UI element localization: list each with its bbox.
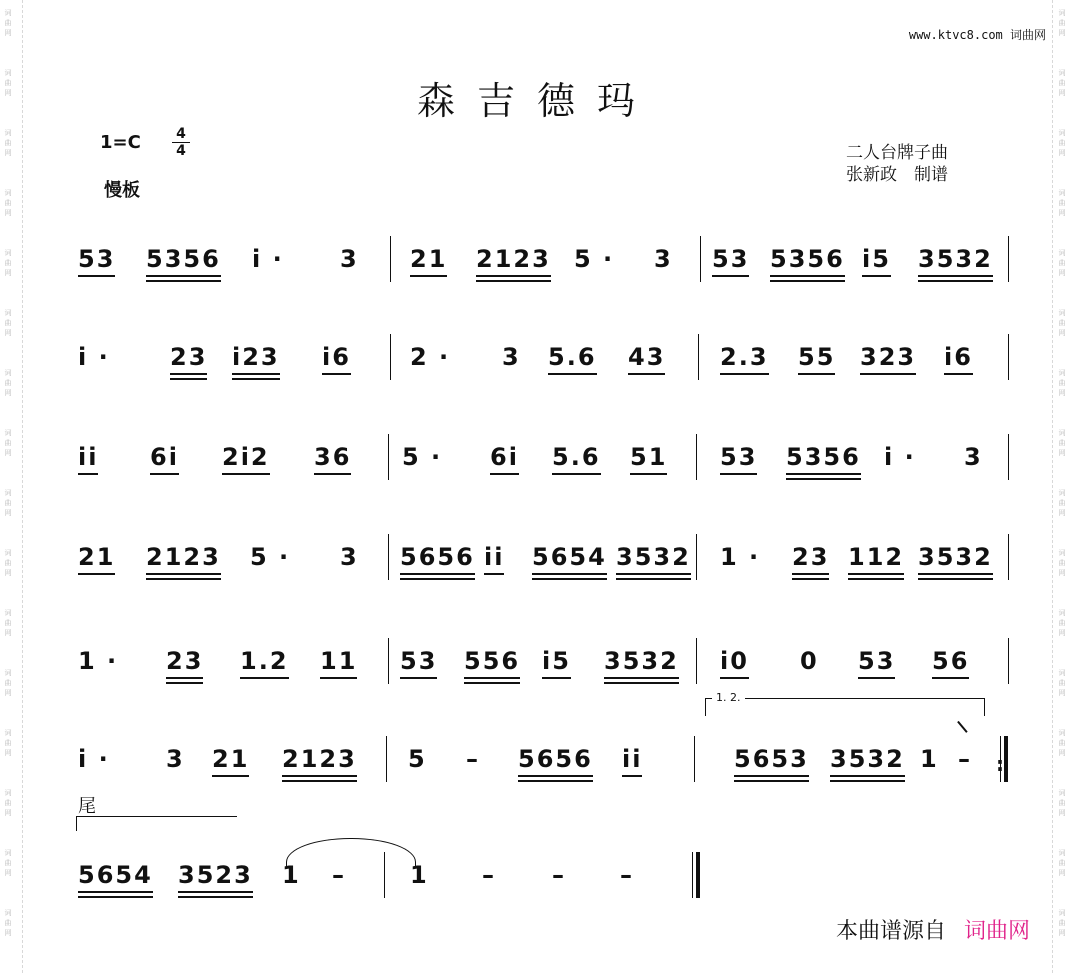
barline [1008, 534, 1009, 580]
note-group: 36 [314, 442, 351, 472]
barline [696, 434, 697, 480]
note-group: 112 [848, 542, 904, 572]
note-group: 2 · [410, 343, 451, 371]
note-group: 3532 [604, 646, 679, 676]
footer-source [836, 914, 1030, 945]
coda-label: 尾 [78, 796, 96, 817]
barline [698, 334, 699, 380]
score-row [0, 848, 1074, 908]
note-group: 53 [858, 646, 895, 676]
note-group: 1 · [720, 543, 761, 571]
watermark-mark: 词 曲 网 [4, 9, 12, 37]
note-group: 5654 [78, 860, 153, 890]
score-row [0, 634, 1074, 694]
note-group: 53 [78, 244, 115, 274]
note-group: i · [252, 245, 284, 273]
barline [388, 534, 389, 580]
watermark-mark: 词 曲 网 [4, 669, 12, 697]
watermark-mark: 词 曲 网 [4, 69, 12, 97]
note-group: 1 [920, 745, 939, 773]
watermark-mark: 词 曲 网 [4, 849, 12, 877]
watermark-mark: 词 曲 网 [1058, 609, 1066, 637]
note-group: 53 [712, 244, 749, 274]
watermark-mark: 词 曲 网 [1058, 549, 1066, 577]
barline [388, 434, 389, 480]
watermark-mark: 词 曲 网 [1058, 489, 1066, 517]
watermark-mark: 词 曲 网 [4, 549, 12, 577]
note-group: 21 [212, 744, 249, 774]
watermark-mark: 词 曲 网 [1058, 669, 1066, 697]
note-group: i · [78, 745, 110, 773]
barline [1008, 638, 1009, 684]
watermark-mark: 词 曲 网 [1058, 369, 1066, 397]
note-group: 1 · [78, 647, 119, 675]
note-group: 2123 [146, 542, 221, 572]
note-group: 5656 [518, 744, 593, 774]
note-group: i6 [322, 342, 351, 372]
note-group: 11 [320, 646, 357, 676]
note-group: i23 [232, 342, 280, 372]
note-group: – [332, 861, 346, 889]
note-group: 23 [170, 342, 207, 372]
note-group: i · [78, 343, 110, 371]
watermark-mark: 词 曲 网 [4, 789, 12, 817]
watermark-mark: 词 曲 网 [1058, 909, 1066, 937]
note-group: 5 · [574, 245, 615, 273]
watermark-mark: 词 曲 网 [4, 189, 12, 217]
note-group: ii [622, 744, 642, 774]
note-group: 6i [150, 442, 179, 472]
note-group: 323 [860, 342, 916, 372]
note-group: 21 [410, 244, 447, 274]
tempo-marking: 慢板 [104, 180, 140, 201]
note-group: – [958, 745, 972, 773]
note-group: – [552, 861, 566, 889]
note-group: 2123 [282, 744, 357, 774]
note-group: ii [78, 442, 98, 472]
barline [390, 236, 391, 282]
note-group: 3532 [830, 744, 905, 774]
note-group: 5653 [734, 744, 809, 774]
watermark-mark: 词 曲 网 [4, 909, 12, 937]
note-group: 3532 [616, 542, 691, 572]
barline [696, 638, 697, 684]
watermark-mark: 词 曲 网 [1058, 789, 1066, 817]
note-group: 5656 [400, 542, 475, 572]
note-group: 3532 [918, 542, 993, 572]
watermark-mark: 词 曲 网 [1058, 249, 1066, 277]
barline [386, 736, 387, 782]
watermark-mark: 词 曲 网 [1058, 69, 1066, 97]
note-group: 55 [798, 342, 835, 372]
note-group: 53 [400, 646, 437, 676]
note-group: 5356 [146, 244, 221, 274]
note-group: – [620, 861, 634, 889]
slur-arc [286, 838, 416, 867]
note-group: 3532 [918, 244, 993, 274]
final-barline [692, 852, 693, 898]
footer-text: 本曲谱源自 [835, 919, 946, 944]
note-group: 53 [720, 442, 757, 472]
note-group: i · [884, 443, 916, 471]
barline [694, 736, 695, 782]
note-group: 5 [408, 745, 427, 773]
note-group: 43 [628, 342, 665, 372]
score-row [0, 430, 1074, 490]
note-group: 2i2 [222, 442, 270, 472]
note-group: 6i [490, 442, 519, 472]
note-group: 2123 [476, 244, 551, 274]
barline [700, 236, 701, 282]
note-group: i5 [542, 646, 571, 676]
barline [696, 534, 697, 580]
score-row [0, 530, 1074, 590]
note-group: ii [484, 542, 504, 572]
note-group: 56 [932, 646, 969, 676]
watermark-mark: 词 曲 网 [4, 429, 12, 457]
watermark-mark: 词 曲 网 [1058, 429, 1066, 457]
watermark-mark: 词 曲 网 [1058, 309, 1066, 337]
watermark-mark: 词 曲 网 [1058, 9, 1066, 37]
note-group: 5 · [250, 543, 291, 571]
note-group: 1.2 [240, 646, 289, 676]
watermark-mark: 词 曲 网 [1058, 729, 1066, 757]
score-row [0, 330, 1074, 390]
volta-bracket [705, 691, 985, 716]
time-signature [172, 126, 190, 159]
watermark-mark: 词 曲 网 [4, 129, 12, 157]
note-group: 3523 [178, 860, 253, 890]
watermark-mark: 词 曲 网 [4, 489, 12, 517]
note-group: 1 [410, 861, 429, 889]
repeat-sign: : [996, 752, 1004, 776]
note-group: 5654 [532, 542, 607, 572]
note-group: i5 [862, 244, 891, 274]
note-group: 3 [166, 745, 185, 773]
credit-arranger: 张新政 制谱 [846, 165, 948, 185]
note-group: – [466, 745, 480, 773]
note-group: i6 [944, 342, 973, 372]
key-signature: 1=C [100, 132, 141, 153]
barline [1008, 434, 1009, 480]
note-group: 2.3 [720, 342, 769, 372]
site-url[interactable]: www.ktvc8.com 词曲网 [908, 28, 1046, 42]
note-group: 3 [964, 443, 983, 471]
watermark-mark: 词 曲 网 [1058, 129, 1066, 157]
note-group: – [482, 861, 496, 889]
watermark-mark: 词 曲 网 [4, 369, 12, 397]
note-group: 3 [654, 245, 673, 273]
score-row [0, 232, 1074, 292]
note-group: 3 [502, 343, 521, 371]
watermark-mark: 词 曲 网 [4, 609, 12, 637]
note-group: 5.6 [548, 342, 597, 372]
credit-source: 二人台牌子曲 [846, 143, 948, 163]
note-group: 0 [800, 647, 819, 675]
watermark-mark: 词 曲 网 [4, 729, 12, 757]
note-group: 5 · [402, 443, 443, 471]
note-group: 3 [340, 543, 359, 571]
note-group: 5356 [786, 442, 861, 472]
tie-mark [957, 713, 977, 733]
barline [390, 334, 391, 380]
volta-label: 1. 2. [712, 691, 745, 704]
time-signature-bottom: 4 [176, 143, 186, 159]
watermark-mark: 词 曲 网 [4, 309, 12, 337]
note-group: 556 [464, 646, 520, 676]
note-group: i0 [720, 646, 749, 676]
barline [1008, 236, 1009, 282]
note-group: 23 [792, 542, 829, 572]
watermark-mark: 词 曲 网 [1058, 189, 1066, 217]
note-group: 23 [166, 646, 203, 676]
note-group: 51 [630, 442, 667, 472]
note-group: 21 [78, 542, 115, 572]
note-group: 5356 [770, 244, 845, 274]
note-group: 5.6 [552, 442, 601, 472]
note-group: 1 [282, 861, 301, 889]
song-title: 森吉德玛 [416, 79, 657, 123]
time-signature-top: 4 [172, 126, 190, 143]
score-row [0, 732, 1074, 792]
note-group: 3 [340, 245, 359, 273]
coda-bracket [76, 816, 237, 831]
barline [1008, 334, 1009, 380]
footer-brand-link[interactable]: 词曲网 [963, 919, 1030, 944]
barline [388, 638, 389, 684]
watermark-mark: 词 曲 网 [1058, 849, 1066, 877]
watermark-mark: 词 曲 网 [4, 249, 12, 277]
